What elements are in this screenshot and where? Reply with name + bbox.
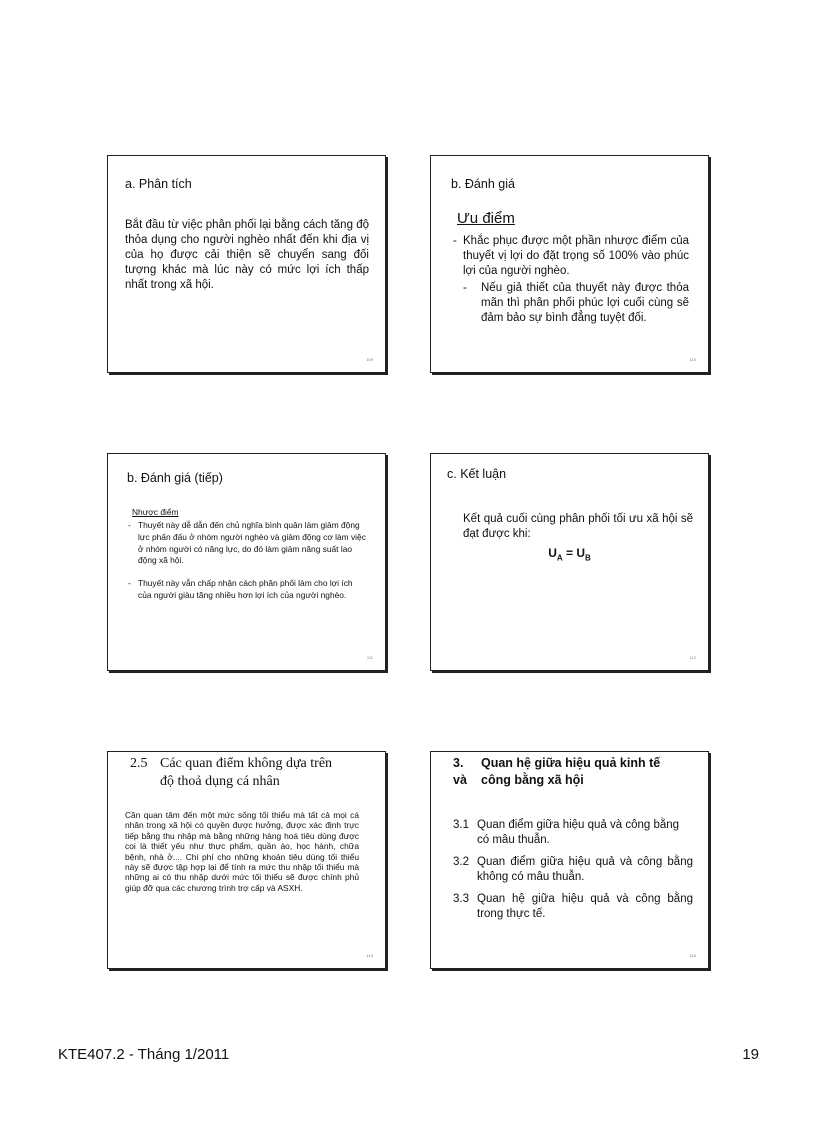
list-item-text: Quan hệ giữa hiệu quả và công bằng trong thực tế. <box>477 893 693 920</box>
list-item <box>453 855 693 885</box>
slide-body: Kết quả cuối cùng phân phối tối ưu xã hội sẽ đạt được khi: <box>463 513 693 540</box>
title-line-1: Các quan điểm không dựa trên <box>160 756 333 771</box>
disadvantage-list <box>128 520 368 602</box>
slide-body: Cần quan tâm đến một mức sống tối thiểu mà tất cả mọi cá nhân trong xã hội có quyền được hưởng, được xác định trực tiếp bằng thu nhập mà bằng những hàng hoá tiêu dùng được coi là thiết yếu như thực phẩm, quần áo, học hành, chữa bệnh, nhà ở.... Chi phí cho những khoản tiêu dùng tối thiểu này sẽ được tập hợp lại để tính ra mức thu nhập tối thiểu mà những ai có thu nhập dưới mức tối thiểu sẽ được chính phủ giúp đỡ qua các chương trình trợ cấp và ASXH. <box>125 810 359 893</box>
list-item-text: Quan điểm giữa hiệu quả và công bằng không có mâu thuẫn. <box>477 856 693 883</box>
slide-page-number: 110 <box>689 357 696 362</box>
equation-u-right: U <box>576 546 586 560</box>
list-item: - Thuyết này vẫn chấp nhận cách phân phối làm cho lợi ích của người giàu tăng nhiều hơn lợi ích của người nghèo. <box>128 578 368 602</box>
slide-body: Bắt đầu từ việc phân phối lại bằng cách tăng độ thỏa dụng cho người nghèo nhất đến khi địa vị của họ được cải thiện sẽ chuyển sang đối tượng khác mà lúc này có mức lợi ích thấp nhất trong xã hội. <box>125 219 369 291</box>
list-item-text: Khắc phục được một phần nhược điểm của thuyết vị lợi do đặt trọng số 100% vào phúc lợi của người nghèo. <box>463 235 689 277</box>
slide-page-number: 113 <box>366 953 373 958</box>
list-item-text: Nếu giả thiết của thuyết này được thỏa mãn thì phân phối phúc lợi cuối cùng sẽ đảm bảo sự bình đẳng tuyệt đối. <box>481 282 689 324</box>
slide-page-number: 111 <box>366 655 373 660</box>
title-prefix-2: và <box>453 773 467 787</box>
footer-course-label: KTE407.2 - Tháng 1/2011 <box>58 1046 230 1063</box>
slide-title: b. Đánh giá <box>451 177 515 191</box>
slide-111 <box>107 453 386 671</box>
title-line-1: Quan hệ giữa hiệu quả kinh tế <box>481 756 661 770</box>
slide-113 <box>107 751 386 969</box>
list-item-number: 3.1 <box>453 819 469 831</box>
slide-title <box>130 755 332 791</box>
section-number: 3. <box>453 756 464 770</box>
slide-subtitle: Nhược điểm <box>132 507 179 517</box>
list-item-text: Thuyết này vẫn chấp nhận cách phân phối làm cho lợi ích của người giàu tăng nhiều hơn lợi ích của người nghèo. <box>138 578 353 600</box>
list-item-number: 3.2 <box>453 856 469 868</box>
list-item: - Thuyết này dễ dẫn đến chủ nghĩa bình quân làm giảm động lực phấn đấu ở nhóm người nghèo và giảm động cơ làm việc ở nhóm người có năng lực, do đó làm giảm năng suất lao động xã hội. <box>128 520 368 567</box>
slide-title <box>453 755 660 789</box>
section-list <box>453 818 693 922</box>
slide-title: c. Kết luận <box>447 467 507 481</box>
list-item <box>453 892 693 922</box>
list-item-text: Thuyết này dễ dẫn đến chủ nghĩa bình quân làm giảm động lực phấn đấu ở nhóm người nghèo và giảm động cơ làm việc ở nhóm người có năng lực, do đó làm giảm năng suất lao động xã hội. <box>138 520 366 566</box>
list-item-text: Quan điểm giữa hiệu quả và công bằng có mâu thuẫn. <box>477 819 680 846</box>
equation-ua-equals-ub <box>431 546 708 562</box>
list-item: - Nếu giả thiết của thuyết này được thỏa mãn thì phân phối phúc lợi cuối cùng sẽ đảm bảo sự bình đẳng tuyệt đối. <box>463 282 689 324</box>
list-item <box>453 818 693 848</box>
slide-page-number: 109 <box>366 357 373 362</box>
slide-114 <box>430 751 709 969</box>
advantage-list <box>453 234 689 326</box>
slide-title: b. Đánh giá (tiếp) <box>127 471 223 485</box>
equation-sub-a: A <box>556 553 563 563</box>
title-line-2: độ thoả dụng cá nhân <box>160 774 280 789</box>
equation-operator: = <box>565 546 573 560</box>
footer-page-number: 19 <box>742 1046 759 1063</box>
equation-sub-b: B <box>585 553 591 563</box>
slide-112 <box>430 453 709 671</box>
equation-u-left: U <box>548 546 557 560</box>
slide-title: a. Phân tích <box>125 177 192 191</box>
slide-page-number: 114 <box>689 953 696 958</box>
title-line-2: công bằng xã hội <box>481 773 584 787</box>
list-item-number: 3.3 <box>453 893 469 905</box>
slide-109 <box>107 155 386 373</box>
section-number: 2.5 <box>130 756 148 771</box>
list-item: - Khắc phục được một phần nhược điểm của thuyết vị lợi do đặt trọng số 100% vào phúc lợi của người nghèo. <box>453 235 689 277</box>
slide-110 <box>430 155 709 373</box>
slide-subtitle: Ưu điểm <box>457 210 515 227</box>
slide-page-number: 112 <box>689 655 696 660</box>
